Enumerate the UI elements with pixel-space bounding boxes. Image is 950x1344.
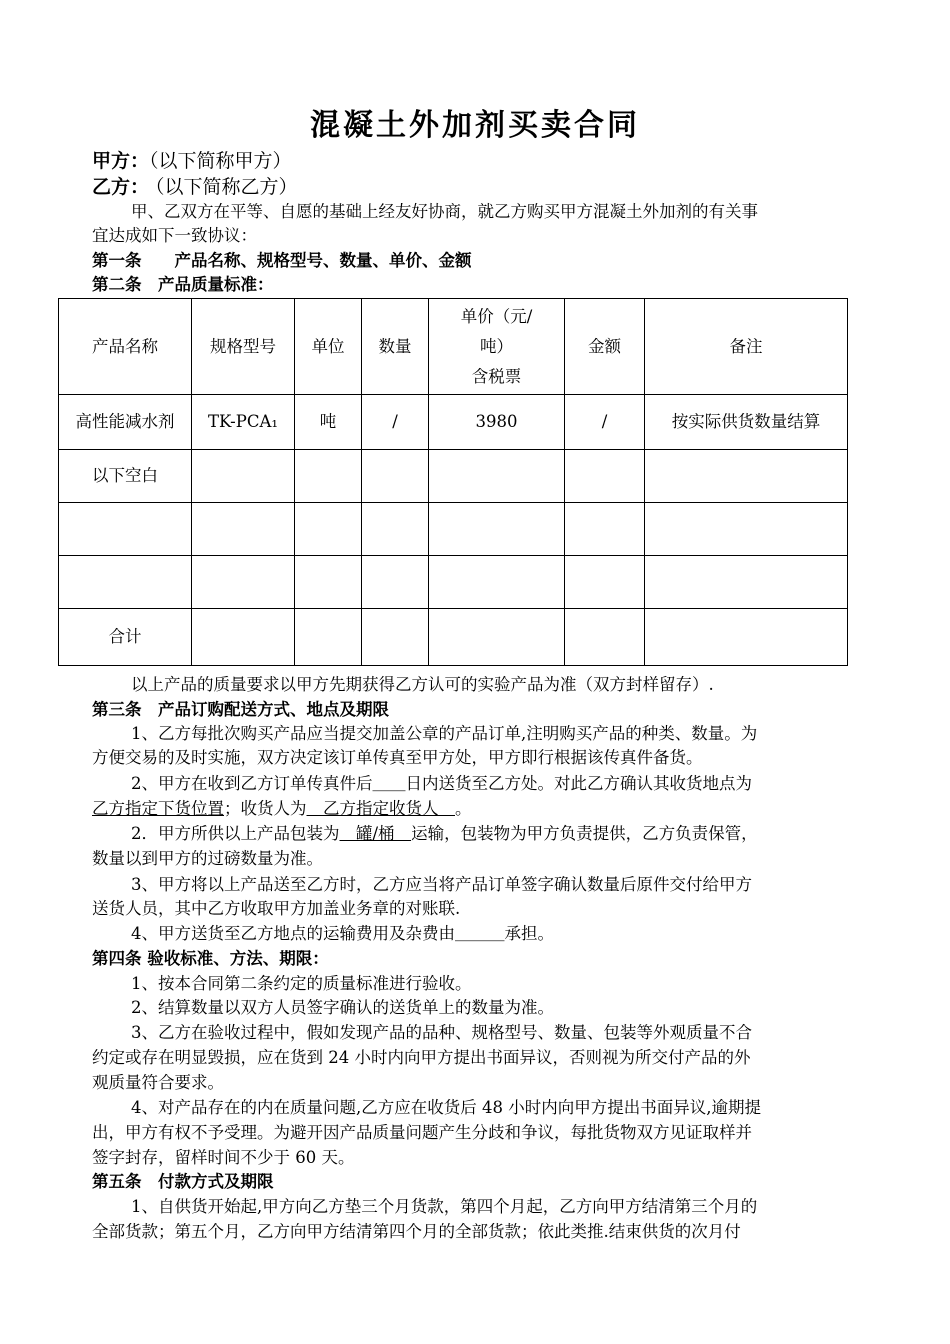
table-cell <box>645 450 848 503</box>
table-cell <box>565 556 645 609</box>
party-b-note: （以下简称乙方） <box>155 176 298 198</box>
article-3-p4-line-1: 3、甲方将以上产品送至乙方时，乙方应当将产品订单签字确认数量后原件交付给甲方 <box>131 875 752 894</box>
cell-amount: / <box>565 395 645 450</box>
party-a-line <box>92 149 864 173</box>
table-row <box>59 556 848 609</box>
header-product-name: 产品名称 <box>59 299 192 395</box>
table-cell <box>429 503 565 556</box>
header-price-line-3: 含税票 <box>471 366 522 386</box>
cell-quantity: / <box>362 395 429 450</box>
table-cell <box>192 503 295 556</box>
article-4-p3-line-3: 观质量符合要求。 <box>92 1073 224 1092</box>
table-cell <box>429 609 565 666</box>
intro-line-2: 宜达成如下一致协议： <box>92 226 257 245</box>
table-cell <box>295 609 362 666</box>
table-cell <box>429 556 565 609</box>
article-3-p3-line-2: 数量以到甲方的过磅数量为准。 <box>92 849 323 868</box>
receiver-name: 乙方指定收货人 <box>306 799 455 818</box>
cell-unit: 吨 <box>295 395 362 450</box>
header-quantity: 数量 <box>362 299 429 395</box>
contract-title: 混凝土外加剂买卖合同 <box>310 108 640 143</box>
article-2-heading: 第二条 产品质量标准： <box>92 275 274 294</box>
table-cell <box>645 556 848 609</box>
table-cell <box>192 450 295 503</box>
table-cell <box>429 450 565 503</box>
table-cell <box>295 503 362 556</box>
table-cell <box>59 503 192 556</box>
article-3-heading: 第三条 产品订购配送方式、地点及期限 <box>92 700 389 719</box>
table-row <box>59 395 848 450</box>
table-cell <box>565 450 645 503</box>
table-cell <box>295 450 362 503</box>
article-5-p1-line-1: 1、自供货开始起,甲方向乙方垫三个月货款，第四个月起，乙方向甲方结清第三个月的 <box>131 1197 758 1216</box>
article-4-p4-line-1: 4、对产品存在的内在质量问题,乙方应在收货后 48 小时内向甲方提出书面异议,逾期提 <box>131 1098 761 1117</box>
table-cell <box>192 609 295 666</box>
product-table <box>58 298 848 666</box>
article-3-p4-line-2: 送货人员，其中乙方收取甲方加盖业务章的对账联. <box>92 899 461 918</box>
cell-product-name: 高性能减水剂 <box>59 395 192 450</box>
table-cell <box>362 609 429 666</box>
article-5-p1-line-2: 全部货款；第五个月，乙方向甲方结清第四个月的全部货款；依此类推.结束供货的次月付 <box>92 1222 741 1241</box>
article-4-p3-line-1: 3、乙方在验收过程中，假如发现产品的品种、规格型号、数量、包装等外观质量不合 <box>131 1023 752 1042</box>
period-mark: 。 <box>455 799 472 818</box>
quality-note: 以上产品的质量要求以甲方先期获得乙方认可的实验产品为准（双方封样留存）. <box>131 675 714 694</box>
cell-unit-price: 3980 <box>429 395 565 450</box>
cell-remark: 按实际供货数量结算 <box>645 395 848 450</box>
packaging-label: 2．甲方所供以上产品包装为 <box>131 824 340 843</box>
header-spec: 规格型号 <box>192 299 295 395</box>
header-price-line-2: 吨） <box>480 336 513 356</box>
article-3-p1-line-2: 方便交易的及时实施，双方决定该订单传真至甲方处，甲方即行根据该传真件备货。 <box>92 748 703 767</box>
table-cell <box>362 556 429 609</box>
article-4-p1: 1、按本合同第二条约定的质量标准进行验收。 <box>131 974 472 993</box>
cell-total-label: 合计 <box>59 609 192 666</box>
article-4-p4-line-3: 签字封存，留样时间不少于 60 天。 <box>92 1148 355 1167</box>
table-cell <box>59 556 192 609</box>
header-unit: 单位 <box>295 299 362 395</box>
table-cell <box>645 609 848 666</box>
table-header-row <box>59 299 848 395</box>
table-cell <box>565 503 645 556</box>
table-cell <box>362 503 429 556</box>
table-cell <box>362 450 429 503</box>
article-4-p3-line-2: 约定或存在明显毁损，应在货到 24 小时内向甲方提出书面异议，否则视为所交付产品的外 <box>92 1048 751 1067</box>
header-remark: 备注 <box>645 299 848 395</box>
article-4-p4-line-2: 出，甲方有权不予受理。为避开因产品质量问题产生分歧和争议，每批货物双方见证取样并 <box>92 1123 752 1142</box>
table-cell <box>192 556 295 609</box>
packaging-rest: 运输，包装物为甲方负责提供，乙方负责保管， <box>411 824 758 843</box>
cell-spec: TK-PCA₁ <box>192 395 295 450</box>
party-a-note: （以下简称甲方） <box>149 150 292 172</box>
article-4-heading: 第四条 验收标准、方法、期限： <box>92 949 329 968</box>
delivery-location: 乙方指定下货位置 <box>92 799 224 818</box>
party-a-label: 甲方： <box>92 150 150 172</box>
receiver-label: ；收货人为 <box>224 799 307 818</box>
header-unit-price <box>429 299 565 395</box>
article-1-heading: 第一条 产品名称、规格型号、数量、单价、金额 <box>92 251 472 270</box>
article-3-p5: 4、甲方送货至乙方地点的运输费用及杂费由＿＿＿承担。 <box>131 924 554 943</box>
article-3-p2-line-2 <box>92 797 864 821</box>
article-4-p2: 2、结算数量以双方人员签字确认的送货单上的数量为准。 <box>131 998 554 1017</box>
table-row <box>59 503 848 556</box>
table-row <box>59 450 848 503</box>
article-3-p1-line-1: 1、乙方每批次购买产品应当提交加盖公章的产品订单,注明购买产品的种类、数量。为 <box>131 724 758 743</box>
party-b-line <box>92 175 864 199</box>
table-total-row <box>59 609 848 666</box>
article-3-p3-line-1 <box>131 822 864 846</box>
party-b-label: 乙方： <box>92 176 150 198</box>
table-cell <box>295 556 362 609</box>
packaging-type: 罐/桶 <box>339 824 412 843</box>
header-amount: 金额 <box>565 299 645 395</box>
article-5-heading: 第五条 付款方式及期限 <box>92 1172 274 1191</box>
table-cell <box>645 503 848 556</box>
table-cell <box>565 609 645 666</box>
article-3-p2-line-1: 2、甲方在收到乙方订单传真件后＿＿日内送货至乙方处。对此乙方确认其收货地点为 <box>131 774 752 793</box>
header-price-line-1: 单价（元/ <box>460 306 533 326</box>
intro-line-1: 甲、乙双方在平等、自愿的基础上经友好协商，就乙方购买甲方混凝土外加剂的有关事 <box>131 202 758 221</box>
cell-blank-below: 以下空白 <box>59 450 192 503</box>
